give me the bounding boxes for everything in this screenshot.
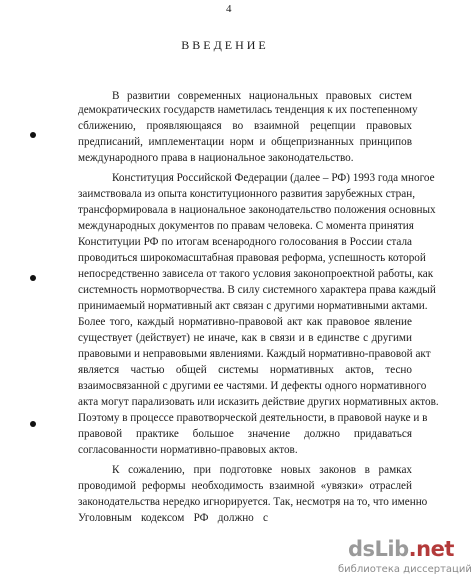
text-line: заимствовала из опыта конституционного развития зарубежных стран, [78, 188, 416, 200]
text-line: К сожалению, при подготовке новых законов в рамках [112, 464, 412, 476]
margin-bullet [30, 275, 36, 281]
section-heading: ВВЕДЕНИЕ [181, 38, 269, 52]
watermark-logo-tld: .net [408, 537, 454, 561]
watermark-caption: библиотека диссертаций [338, 564, 472, 575]
text-line: согласованности нормативно-правовых актов. [78, 444, 298, 456]
watermark-logo [348, 537, 454, 561]
text-line: Конституции РФ по итогам всенародного голосования в России стала [78, 236, 412, 248]
text-line: правовыми и неправовыми явлениями. Каждый нормативно-правовой акт [78, 348, 431, 360]
text-line: международного права в национальное законодательство. [78, 152, 354, 164]
text-line: взаимосвязанной с другими ее частями. И дефекты одного нормативного [78, 380, 427, 392]
text-line: правовой практике большое значение должно придаваться [78, 428, 412, 440]
text-line: законодательства нередко игнорируется. Так, несмотря на то, что именно [78, 496, 428, 508]
margin-bullet [30, 132, 36, 138]
text-line: является частью общей системы нормативных актов, тесно [78, 364, 412, 376]
watermark [338, 537, 472, 582]
text-line: В развитии современных национальных правовых систем [112, 90, 412, 102]
text-line: Конституция Российской Федерации (далее – РФ) 1993 года многое [112, 172, 435, 184]
text-line: непосредственно зависела от такого условия законопроектной работы, как [78, 268, 434, 280]
margin-bullet [30, 421, 36, 427]
text-line: существует (действует) не иначе, как в связи и в единстве с другими [78, 332, 412, 344]
page-number: 4 [226, 3, 232, 15]
text-line: сближению, проявляющаяся во взаимной рецепции правовых [78, 120, 412, 132]
text-line: проводимой реформы необходимость взаимной «увязки» отраслей [78, 480, 412, 492]
text-line: акта могут парализовать или исказить действие других нормативных актов. [78, 396, 439, 408]
text-line: Уголовным кодексом РФ должно с [78, 512, 268, 524]
text-line: трансформировала в национальное законодательство положения основных [78, 204, 436, 216]
text-line: предписаний, имплементации норм и общепризнанных принципов [78, 136, 412, 148]
text-line: Более того, каждый нормативно-правовой акт как правовое явление [78, 316, 412, 328]
text-line: демократических государств наметилась тенденция к их постепенному [78, 104, 418, 116]
text-line: проводиться широкомасштабная правовая реформа, успешность которой [78, 252, 426, 264]
watermark-logo-main: dsLib [348, 537, 409, 561]
text-line: системность нормотворчества. В силу системного характера права каждый [78, 284, 436, 296]
text-line: принимаемый нормативный акт связан с другими нормативными актами. [78, 300, 428, 312]
text-line: международных документов по правам человека. С момента принятия [78, 220, 414, 232]
text-line: Поэтому в процессе правотворческой деятельности, в правовой науке и в [78, 412, 428, 424]
